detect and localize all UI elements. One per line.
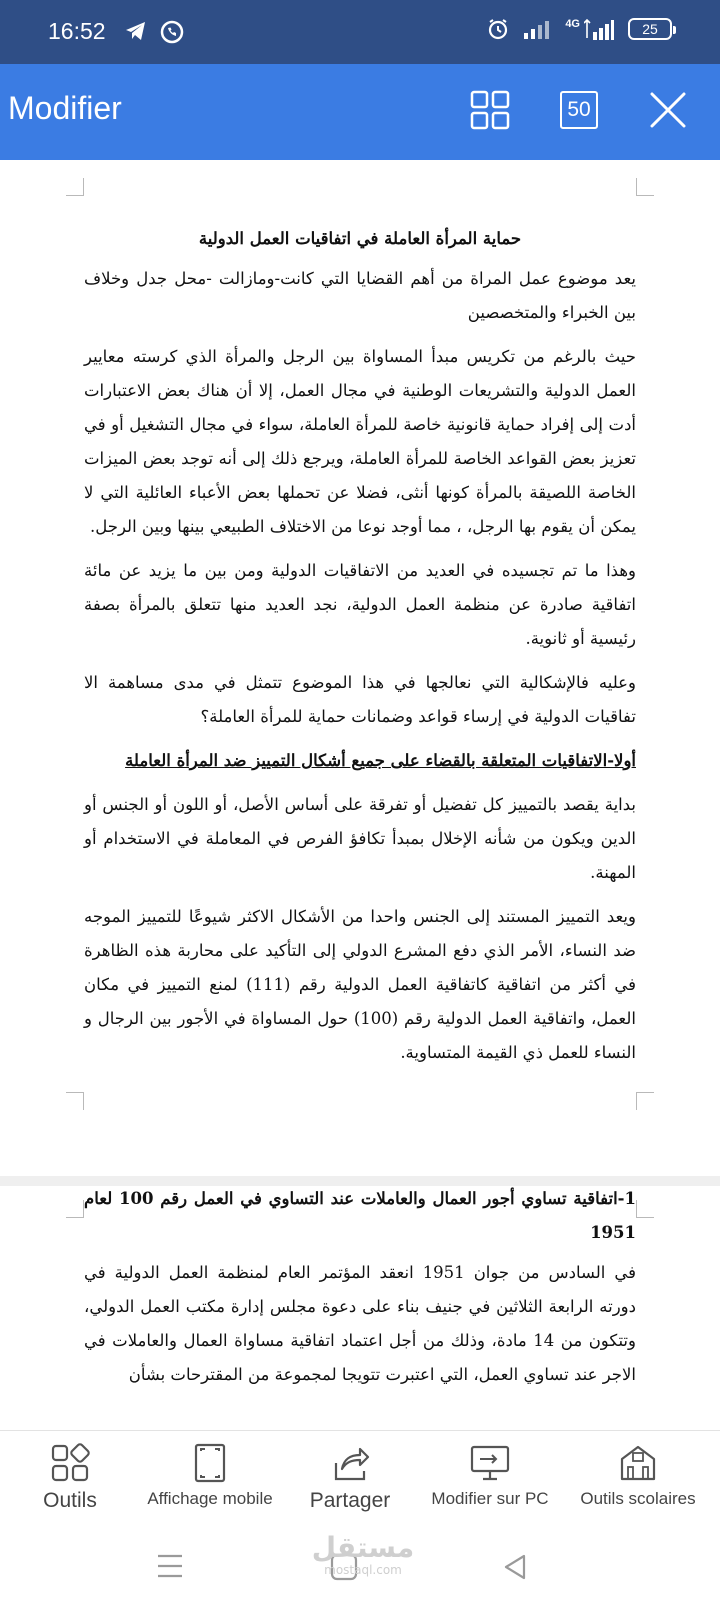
- document-page-2[interactable]: [84, 1182, 636, 1402]
- editor-toolbar: [0, 64, 720, 160]
- close-icon[interactable]: [648, 90, 688, 130]
- school-tools-icon: [618, 1443, 658, 1483]
- page-corner-mark: [66, 1092, 84, 1110]
- signal-4g-icon: [584, 18, 614, 40]
- network-type: 4G: [565, 18, 580, 30]
- status-time: 16:52: [48, 18, 106, 44]
- paragraph: في السادس من جوان 1951 انعقد المؤتمر العام لمنظمة العمل الدولية في دورته الرابعة الثلاثين في جنيف بناء على دعوة مجلس إدارة مكتب العمل الدولي، وتتكون من 14 مادة، وذلك من أجل اعتماد اتفاقية مساواة العمال والعاملات في الاجر عند تساوي العمل، التي اعتبرت تتويجا لمجموعة من المقترحات بشأن: [84, 1263, 637, 1384]
- nav-label: Outils: [43, 1489, 97, 1512]
- watermark: [308, 1533, 418, 1577]
- page-corner-mark: [636, 1092, 654, 1110]
- tools-icon: [50, 1443, 90, 1483]
- mobile-view-button[interactable]: [140, 1431, 280, 1524]
- paragraph: حيث بالرغم من تكريس مبدأ المساواة بين الرجل والمرأة الذي كرسته معايير العمل الدولية والتشريعات الوطنية في مجال العمل، إلا أن هناك بعض الاعتبارات أدت إلى إفراد حماية قانونية خاصة للمرأة العاملة، سواء في مجال التشغيل أو في تعزيز بعض القواعد الخاصة للمرأة العاملة، ويرجع ذلك إلى أنه توجد بعض الميزات الخاصة اللصيقة بالمرأة كونها أنثى، فضلا عن تحملها بعض الأعباء العائلية التي لا يمكن أن يقوم بها الرجل، ، مما أوجد نوعا من الاختلاف الطبيعي بينها وبين الرجل.: [84, 347, 637, 536]
- bottom-action-bar: [0, 1430, 720, 1523]
- document-title: حماية المرأة العاملة في اتفاقيات العمل الدولية: [198, 229, 522, 248]
- nav-label: Partager: [309, 1489, 391, 1512]
- telegram-icon: [124, 20, 148, 42]
- back-icon[interactable]: [502, 1553, 528, 1581]
- nav-label: Outils scolaires: [580, 1489, 696, 1508]
- paragraph: بداية يقصد بالتمييز كل تفضيل أو تفرقة على أساس الأصل، أو اللون أو الجنس أو الدين ويكون من شأنه الإخلال بمبدأ تكافؤ الفرص في المعاملة في الاستخدام أو المهنة.: [84, 795, 636, 882]
- paragraph: وهذا ما تم تجسيده في العديد من الاتفاقيات الدولية ومن بين ما يزيد عن مائة اتفاقية صادرة عن منظمة العمل الدولية، نجد العديد منها تتعلق بالمرأة بصفة رئيسية أو ثانوية.: [84, 561, 636, 648]
- document-view[interactable]: [0, 160, 720, 1430]
- nav-label: Modifier sur PC: [431, 1489, 549, 1508]
- section-heading: أولا-الاتفاقيات المتعلقة بالقضاء على جميع أشكال التمييز ضد المرأة العاملة: [125, 751, 636, 770]
- page-count-button[interactable]: 50: [560, 91, 598, 129]
- page-corner-mark: [636, 1200, 654, 1218]
- page-corner-mark: [66, 178, 84, 196]
- status-right-icons: [487, 18, 672, 40]
- pc-edit-icon: [469, 1443, 511, 1483]
- alarm-icon: [487, 18, 509, 40]
- page-corner-mark: [66, 1200, 84, 1218]
- school-tools-button[interactable]: [568, 1431, 708, 1524]
- section-heading: 1-اتفاقية تساوي أجور العمال والعاملات عند التساوي في العمل رقم 100 لعام 1951: [84, 1189, 636, 1242]
- battery-icon: 25: [628, 18, 672, 40]
- toolbar-title[interactable]: Modifier: [8, 90, 122, 126]
- grid-view-icon[interactable]: [470, 90, 510, 130]
- system-nav-bar: [0, 1523, 720, 1612]
- paragraph: يعد موضوع عمل المراة من أهم القضايا التي كانت-ومازالت -محل جدل وخلاف بين الخبراء والمتخصصين: [84, 269, 636, 322]
- document-page-1[interactable]: [84, 222, 636, 1080]
- paragraph: ويعد التمييز المستند إلى الجنس واحدا من الأشكال الاكثر شيوعًا للتمييز الموجه ضد النساء، الأمر الذي دفع المشرع الدولي إلى التأكيد على محاربة هذه الظاهرة في أكثر من اتفاقية كاتفاقية العمل الدولية رقم (111) لمنع التمييز في مكان العمل، واتفاقية العمل الدولية رقم (100) حول المساواة في الأجور بين الرجال و النساء للعمل ذي القيمة المتساوية.: [84, 907, 637, 1062]
- edit-on-pc-button[interactable]: [420, 1431, 560, 1524]
- watermark-latin: mostaql.com: [324, 1563, 402, 1577]
- mobile-view-icon: [192, 1443, 228, 1483]
- signal-icon: [523, 19, 551, 39]
- share-icon: [330, 1443, 370, 1483]
- tools-button[interactable]: [22, 1431, 118, 1524]
- paragraph: وعليه فالإشكالية التي نعالجها في هذا الموضوع تتمثل في مدى مساهمة الا تفاقيات الدولية في إرساء قواعد وضمانات حماية للمرأة العاملة؟: [84, 673, 636, 726]
- status-bar: [0, 0, 720, 64]
- nav-label: Affichage mobile: [147, 1489, 273, 1508]
- viber-icon: [160, 20, 184, 44]
- menu-icon[interactable]: [156, 1553, 184, 1579]
- share-button[interactable]: [302, 1431, 398, 1524]
- page-corner-mark: [636, 178, 654, 196]
- watermark-arabic: مستقل: [311, 1531, 415, 1564]
- status-left-icons: [124, 20, 184, 44]
